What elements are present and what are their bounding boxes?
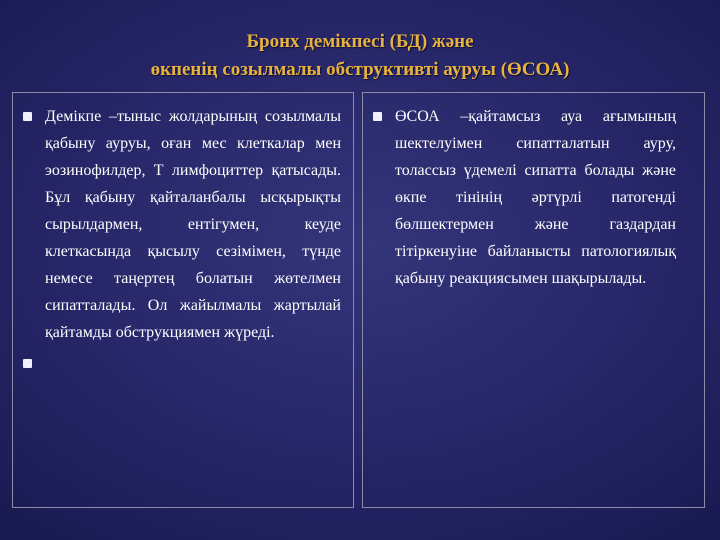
copd-definition-text: ӨСОА –қайтамсыз ауа ағымының шектелуімен сипатталатын ауру, толассыз үдемелі сипатта болады және өкпе тінінің әртүрлі патогенді бөлшектермен және газдардан тітіркенуіне байланысты патологиялық қабыну реакциясымен шақырылады.	[395, 108, 676, 287]
square-bullet-icon	[373, 112, 382, 121]
list-item	[23, 350, 341, 377]
title-line-1: Бронх демікпесі (БД) және	[246, 31, 474, 52]
title-line-2: өкпенің созылмалы обструктивті ауруы (ӨСОА)	[150, 59, 570, 80]
left-bullet-list	[13, 93, 353, 377]
right-text-panel	[362, 92, 705, 508]
left-text-panel	[12, 92, 354, 508]
slide-title	[0, 28, 720, 84]
list-item	[373, 103, 676, 292]
square-bullet-icon	[23, 359, 32, 368]
square-bullet-icon	[23, 112, 32, 121]
asthma-definition-text: Демікпе –тыныс жолдарының созылмалы қабыну ауруы, оған мес клеткалар мен эозинофилдер, Т лимфоциттер қатысады. Бұл қабыну қайталанбалы ысқырықты сырылдармен, ентігумен, кеуде клеткасында қысылу сезімімен, түнде немесе таңертең болатын жөтелмен сипатталады. Ол жайылмалы жартылай қайтамды обструкциямен жүреді.	[45, 108, 341, 341]
right-bullet-list	[363, 93, 704, 292]
list-item	[23, 103, 341, 346]
